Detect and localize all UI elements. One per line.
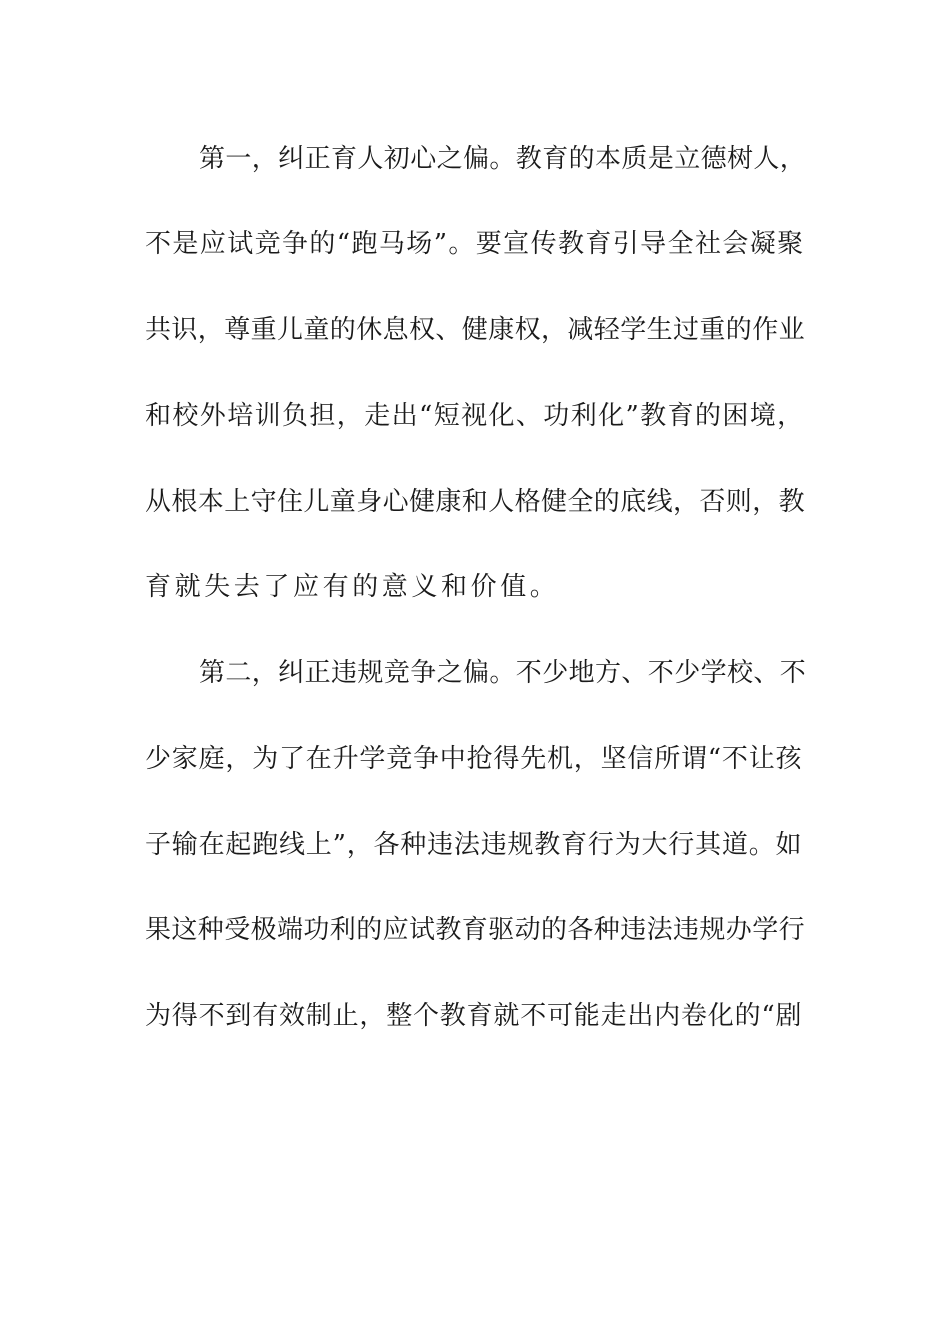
- text-line: 第二，纠正违规竞争之偏。不少地方、不少学校、不: [199, 658, 807, 688]
- text-line: 不是应试竞争的“跑马场”。要宣传教育引导全社会凝聚: [145, 229, 805, 259]
- text-line: 子输在起跑线上”，各种违法违规教育行为大行其道。如: [145, 830, 803, 860]
- text-line: 共识，尊重儿童的休息权、健康权，减轻学生过重的作业: [145, 315, 806, 345]
- text-line: 少家庭，为了在升学竞争中抢得先机，坚信所谓“不让孩: [145, 744, 803, 774]
- text-line: 果这种受极端功利的应试教育驱动的各种违法违规办学行: [145, 915, 806, 945]
- text-line: 育就失去了应有的意义和价值。: [145, 572, 560, 602]
- text-line: 和校外培训负担，走出“短视化、功利化”教育的困境，: [145, 401, 805, 431]
- text-line: 第一，纠正育人初心之偏。教育的本质是立德树人，: [199, 144, 807, 174]
- text-line: 为得不到有效制止，整个教育就不可能走出内卷化的“剧: [145, 1001, 803, 1031]
- text-line: 从根本上守住儿童身心健康和人格健全的底线，否则，教: [145, 487, 806, 517]
